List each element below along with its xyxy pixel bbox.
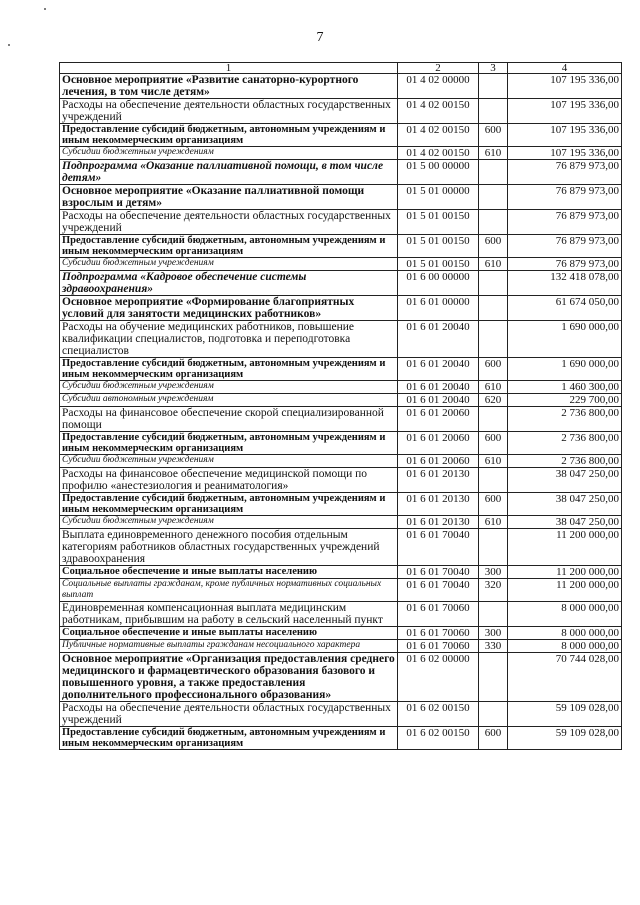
row-expense-type: [479, 296, 508, 321]
row-target-code: 01 6 01 20060: [398, 455, 479, 468]
row-expense-type: [479, 271, 508, 296]
row-expense-type: 610: [479, 258, 508, 271]
row-amount: 8 000 000,00: [508, 602, 622, 627]
table-row: [60, 627, 622, 640]
row-name: Предоставление субсидий бюджетным, автономным учреждениям и иным некоммерческим организациям: [60, 727, 398, 750]
row-name: Предоставление субсидий бюджетным, автономным учреждениям и иным некоммерческим организациям: [60, 358, 398, 381]
row-target-code: 01 6 01 20130: [398, 516, 479, 529]
row-expense-type: 610: [479, 147, 508, 160]
row-target-code: 01 6 01 20040: [398, 321, 479, 358]
row-expense-type: 610: [479, 455, 508, 468]
row-expense-type: [479, 468, 508, 493]
row-target-code: 01 6 00 00000: [398, 271, 479, 296]
row-target-code: 01 6 01 70040: [398, 529, 479, 566]
row-amount: 38 047 250,00: [508, 468, 622, 493]
row-name: Субсидии бюджетным учреждениям: [60, 455, 398, 468]
row-name: Субсидии бюджетным учреждениям: [60, 147, 398, 160]
row-target-code: 01 4 02 00150: [398, 99, 479, 124]
row-amount: 1 690 000,00: [508, 358, 622, 381]
row-expense-type: [479, 210, 508, 235]
row-name: Субсидии бюджетным учреждениям: [60, 258, 398, 271]
row-target-code: 01 4 02 00000: [398, 74, 479, 99]
budget-table: [59, 62, 622, 750]
row-amount: 2 736 800,00: [508, 455, 622, 468]
row-name: Выплата единовременного денежного пособия отдельным категориям работников областных государственных учреждений здравоохранения: [60, 529, 398, 566]
row-target-code: 01 5 01 00000: [398, 185, 479, 210]
row-amount: 11 200 000,00: [508, 529, 622, 566]
row-name: Публичные нормативные выплаты гражданам несоциального характера: [60, 640, 398, 653]
row-expense-type: 610: [479, 381, 508, 394]
row-target-code: 01 5 01 00150: [398, 235, 479, 258]
row-target-code: 01 6 01 20130: [398, 468, 479, 493]
header-col-2: 2: [398, 63, 479, 74]
table-row: [60, 185, 622, 210]
row-name: Социальное обеспечение и иные выплаты населению: [60, 566, 398, 579]
row-name: Расходы на финансовое обеспечение медицинской помощи по профилю «анестезиология и реаниматология»: [60, 468, 398, 493]
row-amount: 38 047 250,00: [508, 493, 622, 516]
table-row: [60, 358, 622, 381]
table-row: [60, 296, 622, 321]
row-amount: 70 744 028,00: [508, 653, 622, 702]
table-row: [60, 394, 622, 407]
row-name: Основное мероприятие «Развитие санаторно-курортного лечения, в том числе детям»: [60, 74, 398, 99]
row-name: Предоставление субсидий бюджетным, автономным учреждениям и иным некоммерческим организациям: [60, 235, 398, 258]
row-amount: 38 047 250,00: [508, 516, 622, 529]
row-name: Социальные выплаты гражданам, кроме публичных нормативных социальных выплат: [60, 579, 398, 602]
table-row: [60, 702, 622, 727]
row-amount: 76 879 973,00: [508, 160, 622, 185]
row-expense-type: 600: [479, 124, 508, 147]
table-row: [60, 566, 622, 579]
row-target-code: 01 6 02 00150: [398, 702, 479, 727]
row-amount: 2 736 800,00: [508, 407, 622, 432]
row-target-code: 01 6 01 20040: [398, 358, 479, 381]
row-name: Предоставление субсидий бюджетным, автономным учреждениям и иным некоммерческим организациям: [60, 124, 398, 147]
table-row: [60, 147, 622, 160]
row-name: Подпрограмма «Кадровое обеспечение системы здравоохранения»: [60, 271, 398, 296]
table-row: [60, 516, 622, 529]
row-name: Предоставление субсидий бюджетным, автономным учреждениям и иным некоммерческим организациям: [60, 493, 398, 516]
row-amount: 76 879 973,00: [508, 235, 622, 258]
row-expense-type: [479, 653, 508, 702]
row-expense-type: 620: [479, 394, 508, 407]
row-name: Расходы на финансовое обеспечение скорой специализированной помощи: [60, 407, 398, 432]
row-target-code: 01 6 01 00000: [398, 296, 479, 321]
row-name: Социальное обеспечение и иные выплаты населению: [60, 627, 398, 640]
row-amount: 2 736 800,00: [508, 432, 622, 455]
row-expense-type: [479, 407, 508, 432]
row-name: Субсидии бюджетным учреждениям: [60, 516, 398, 529]
row-amount: 61 674 050,00: [508, 296, 622, 321]
row-target-code: 01 5 01 00150: [398, 210, 479, 235]
row-expense-type: [479, 160, 508, 185]
row-expense-type: 600: [479, 358, 508, 381]
row-target-code: 01 6 01 20130: [398, 493, 479, 516]
row-amount: 107 195 336,00: [508, 147, 622, 160]
row-target-code: 01 6 01 20060: [398, 432, 479, 455]
header-col-3: 3: [479, 63, 508, 74]
table-row: [60, 727, 622, 750]
row-name: Единовременная компенсационная выплата медицинским работникам, прибывшим на работу в сельский населенный пункт: [60, 602, 398, 627]
row-name: Субсидии автономным учреждениям: [60, 394, 398, 407]
table-row: [60, 271, 622, 296]
row-expense-type: 300: [479, 566, 508, 579]
table-row: [60, 381, 622, 394]
row-target-code: 01 6 01 70040: [398, 579, 479, 602]
row-target-code: 01 6 02 00150: [398, 727, 479, 750]
row-expense-type: [479, 74, 508, 99]
header-col-1: 1: [60, 63, 398, 74]
row-target-code: 01 4 02 00150: [398, 124, 479, 147]
row-amount: 59 109 028,00: [508, 702, 622, 727]
table-row: [60, 493, 622, 516]
row-target-code: 01 4 02 00150: [398, 147, 479, 160]
table-row: [60, 407, 622, 432]
row-expense-type: 320: [479, 579, 508, 602]
table-row: [60, 432, 622, 455]
row-target-code: 01 6 01 70060: [398, 602, 479, 627]
table-header-row: [60, 63, 622, 74]
table-row: [60, 160, 622, 185]
table-row: [60, 579, 622, 602]
row-target-code: 01 5 00 00000: [398, 160, 479, 185]
row-target-code: 01 6 01 70040: [398, 566, 479, 579]
table-row: [60, 468, 622, 493]
row-expense-type: 600: [479, 235, 508, 258]
row-expense-type: 600: [479, 432, 508, 455]
row-expense-type: 610: [479, 516, 508, 529]
row-amount: 1 690 000,00: [508, 321, 622, 358]
row-expense-type: [479, 99, 508, 124]
row-amount: 1 460 300,00: [508, 381, 622, 394]
row-amount: 8 000 000,00: [508, 627, 622, 640]
table-row: [60, 321, 622, 358]
row-expense-type: [479, 602, 508, 627]
row-expense-type: 300: [479, 627, 508, 640]
table-row: [60, 74, 622, 99]
row-amount: 107 195 336,00: [508, 124, 622, 147]
row-name: Основное мероприятие «Организация предоставления среднего медицинского и фармацевтического образования базового и повышенного уровня, а также предоставления дополнительного профессионального образования»: [60, 653, 398, 702]
table-row: [60, 210, 622, 235]
row-name: Субсидии бюджетным учреждениям: [60, 381, 398, 394]
header-col-4: 4: [508, 63, 622, 74]
table-row: [60, 602, 622, 627]
row-amount: 107 195 336,00: [508, 99, 622, 124]
scan-speck: [44, 8, 46, 10]
row-expense-type: [479, 185, 508, 210]
row-name: Основное мероприятие «Оказание паллиативной помощи взрослым и детям»: [60, 185, 398, 210]
row-amount: 59 109 028,00: [508, 727, 622, 750]
row-expense-type: 600: [479, 727, 508, 750]
row-amount: 107 195 336,00: [508, 74, 622, 99]
row-target-code: 01 5 01 00150: [398, 258, 479, 271]
row-name: Предоставление субсидий бюджетным, автономным учреждениям и иным некоммерческим организациям: [60, 432, 398, 455]
row-expense-type: [479, 321, 508, 358]
row-expense-type: [479, 702, 508, 727]
row-name: Расходы на обеспечение деятельности областных государственных учреждений: [60, 210, 398, 235]
table-row: [60, 455, 622, 468]
row-amount: 8 000 000,00: [508, 640, 622, 653]
table-row: [60, 124, 622, 147]
row-target-code: 01 6 01 20040: [398, 381, 479, 394]
row-amount: 11 200 000,00: [508, 579, 622, 602]
row-amount: 132 418 078,00: [508, 271, 622, 296]
row-name: Расходы на обеспечение деятельности областных государственных учреждений: [60, 99, 398, 124]
table-row: [60, 653, 622, 702]
row-amount: 11 200 000,00: [508, 566, 622, 579]
row-target-code: 01 6 01 20040: [398, 394, 479, 407]
table-row: [60, 258, 622, 271]
row-target-code: 01 6 02 00000: [398, 653, 479, 702]
row-target-code: 01 6 01 70060: [398, 640, 479, 653]
row-expense-type: 330: [479, 640, 508, 653]
row-name: Основное мероприятие «Формирование благоприятных условий для занятости медицинских работников»: [60, 296, 398, 321]
table-row: [60, 235, 622, 258]
table-row: [60, 640, 622, 653]
row-amount: 76 879 973,00: [508, 258, 622, 271]
table-row: [60, 99, 622, 124]
row-name: Расходы на обеспечение деятельности областных государственных учреждений: [60, 702, 398, 727]
row-amount: 76 879 973,00: [508, 210, 622, 235]
row-name: Расходы на обучение медицинских работников, повышение квалификации специалистов, подготовка и переподготовка специалистов: [60, 321, 398, 358]
row-name: Подпрограмма «Оказание паллиативной помощи, в том числе детям»: [60, 160, 398, 185]
table-row: [60, 529, 622, 566]
row-amount: 76 879 973,00: [508, 185, 622, 210]
row-expense-type: [479, 529, 508, 566]
page-number: 7: [316, 30, 324, 45]
row-amount: 229 700,00: [508, 394, 622, 407]
row-target-code: 01 6 01 20060: [398, 407, 479, 432]
row-expense-type: 600: [479, 493, 508, 516]
row-target-code: 01 6 01 70060: [398, 627, 479, 640]
